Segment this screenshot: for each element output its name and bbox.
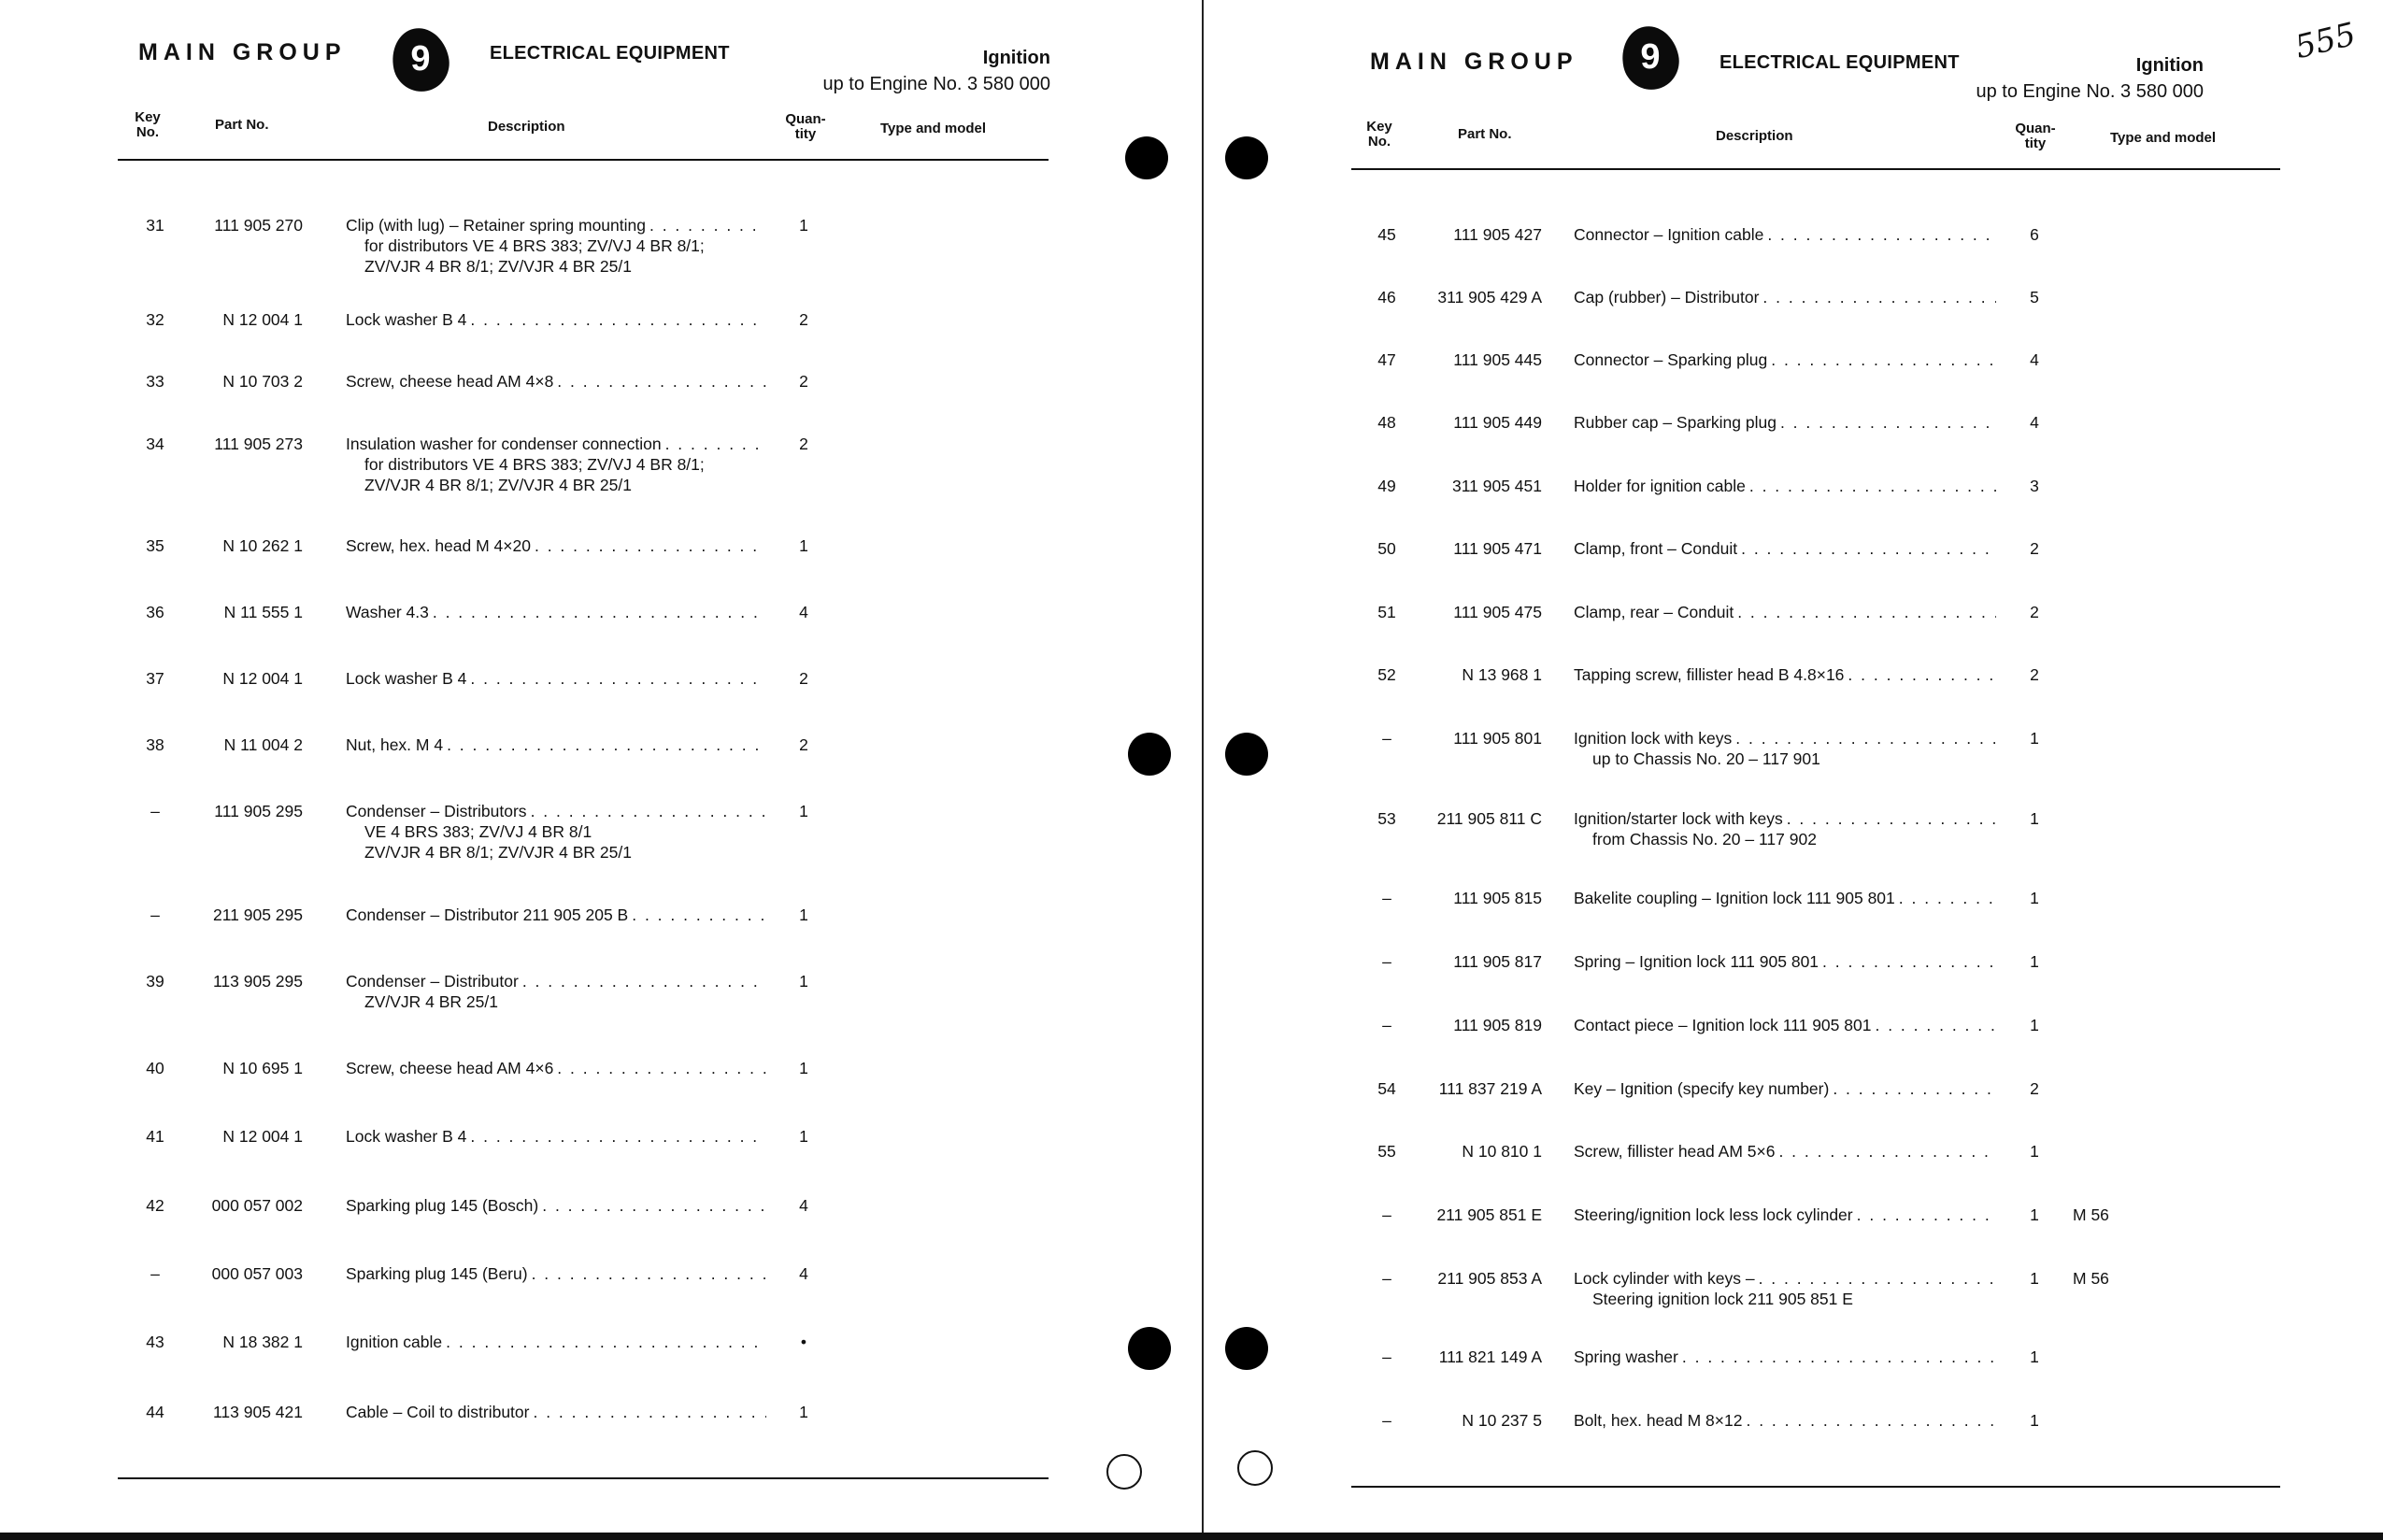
quantity: 1 xyxy=(2030,1016,2039,1034)
description xyxy=(1574,476,1996,496)
key-number: 37 xyxy=(146,669,164,688)
leader-dots xyxy=(628,905,766,925)
col-quantity: Quan-tity xyxy=(785,111,826,142)
leader-dots xyxy=(1844,664,1996,685)
description-text: Spring washer xyxy=(1574,1348,1678,1366)
description-text: Ignition lock with keys xyxy=(1574,729,1733,748)
leader-dots xyxy=(466,668,766,689)
part-number: N 12 004 1 xyxy=(222,310,303,329)
main-group-label: MAIN GROUP xyxy=(1370,49,1578,75)
bottom-edge xyxy=(0,1533,2383,1540)
part-number: 113 905 421 xyxy=(212,1403,303,1421)
key-number: 40 xyxy=(146,1059,164,1077)
description-text: Condenser – Distributors xyxy=(346,802,527,820)
description xyxy=(346,1332,766,1352)
quantity: 1 xyxy=(2030,729,2039,748)
part-number: 111 837 219 A xyxy=(1438,1079,1542,1098)
description xyxy=(346,215,766,277)
quantity: 1 xyxy=(799,536,808,555)
col-key: Key No. xyxy=(135,109,161,140)
punch-hole xyxy=(1128,1327,1171,1370)
leader-dots xyxy=(529,1402,766,1422)
leader-dots xyxy=(1819,951,1996,972)
key-number: 54 xyxy=(1377,1079,1396,1098)
description-text: Bolt, hex. head M 8×12 xyxy=(1574,1411,1743,1430)
key-number: 41 xyxy=(146,1127,164,1146)
section-title: ELECTRICAL EQUIPMENT xyxy=(1719,52,1960,73)
description-text: Lock washer B 4 xyxy=(346,1127,467,1146)
quantity: 1 xyxy=(2030,1269,2039,1288)
quantity: 2 xyxy=(799,310,808,329)
right-page xyxy=(1211,0,2383,1533)
quantity: 1 xyxy=(799,972,808,991)
quantity: 1 xyxy=(799,1059,808,1077)
description-continuation: ZV/VJR 4 BR 25/1 xyxy=(364,992,498,1011)
leader-dots xyxy=(443,734,766,755)
key-number: – xyxy=(150,905,160,924)
part-number: N 18 382 1 xyxy=(222,1333,303,1351)
quantity: 2 xyxy=(2030,539,2039,558)
description xyxy=(1574,888,1996,908)
quantity: 1 xyxy=(2030,1411,2039,1430)
leader-dots xyxy=(1755,1268,1996,1289)
description-text: Condenser – Distributor 211 905 205 B xyxy=(346,905,629,924)
key-number: 31 xyxy=(146,216,164,235)
description-continuation: ZV/VJR 4 BR 8/1; ZV/VJR 4 BR 25/1 xyxy=(364,257,632,276)
part-number: N 11 555 1 xyxy=(223,603,303,621)
quantity: 2 xyxy=(799,669,808,688)
quantity: 2 xyxy=(2030,1079,2039,1098)
description-continuation: ZV/VJR 4 BR 8/1; ZV/VJR 4 BR 25/1 xyxy=(364,476,632,494)
quantity: 2 xyxy=(799,735,808,754)
part-number: N 10 810 1 xyxy=(1462,1142,1542,1161)
description-text: Lock washer B 4 xyxy=(346,310,467,329)
description xyxy=(1574,349,1996,370)
quantity: 2 xyxy=(799,435,808,453)
key-number: – xyxy=(1382,1205,1391,1224)
header-rule xyxy=(118,159,1049,161)
quantity: 3 xyxy=(2030,477,2039,495)
engine-range: up to Engine No. 3 580 000 xyxy=(1976,81,2204,102)
leader-dots xyxy=(538,1195,766,1216)
description-text: Screw, cheese head AM 4×8 xyxy=(346,372,554,391)
description-text: Insulation washer for condenser connection xyxy=(346,435,662,453)
col-part: Part No. xyxy=(1458,126,1512,142)
quantity: 4 xyxy=(799,1264,808,1283)
quantity: 4 xyxy=(2030,350,2039,369)
col-quantity: Quan-tity xyxy=(2015,121,2056,151)
description-continuation: from Chassis No. 20 – 117 902 xyxy=(1592,830,1817,848)
description xyxy=(346,1126,766,1147)
description xyxy=(346,1058,766,1078)
description-continuation: ZV/VJR 4 BR 8/1; ZV/VJR 4 BR 25/1 xyxy=(364,843,632,862)
col-part: Part No. xyxy=(215,117,269,133)
description-text: Sparking plug 145 (Bosch) xyxy=(346,1196,539,1215)
leader-dots xyxy=(1895,888,1996,908)
col-description: Description xyxy=(488,119,565,135)
key-number: 32 xyxy=(146,310,164,329)
quantity: 1 xyxy=(799,802,808,820)
main-group-label: MAIN GROUP xyxy=(138,39,347,65)
description-text: Connector – Sparking plug xyxy=(1574,350,1768,369)
engine-range: up to Engine No. 3 580 000 xyxy=(822,74,1050,94)
part-number: 111 905 273 xyxy=(214,435,303,453)
part-number: 111 905 445 xyxy=(1453,350,1542,369)
description-text: Connector – Ignition cable xyxy=(1574,225,1764,244)
group-number-badge xyxy=(387,23,455,97)
key-number: 47 xyxy=(1377,350,1396,369)
punch-hole xyxy=(1225,1327,1268,1370)
quantity: 1 xyxy=(2030,952,2039,971)
leader-dots xyxy=(1783,808,1996,829)
header-right xyxy=(1976,52,2204,105)
section-title: ELECTRICAL EQUIPMENT xyxy=(490,43,730,64)
quantity: 1 xyxy=(2030,809,2039,828)
part-number: 111 905 815 xyxy=(1453,889,1542,907)
leader-dots xyxy=(1767,349,1996,370)
description-text: Clamp, rear – Conduit xyxy=(1574,603,1734,621)
part-number: N 10 262 1 xyxy=(222,536,303,555)
quantity: 2 xyxy=(2030,665,2039,684)
description-text: Nut, hex. M 4 xyxy=(346,735,444,754)
col-key: Key No. xyxy=(1366,119,1392,150)
punch-hole-ring xyxy=(1237,1450,1273,1486)
type-model: M 56 xyxy=(2073,1269,2109,1288)
quantity: 1 xyxy=(2030,1142,2039,1161)
description xyxy=(1574,728,1996,769)
description xyxy=(1574,538,1996,559)
description-continuation: up to Chassis No. 20 – 117 901 xyxy=(1592,749,1820,768)
part-number: 111 905 270 xyxy=(214,216,303,235)
punch-hole xyxy=(1225,136,1268,179)
description-text: Clamp, front – Conduit xyxy=(1574,539,1738,558)
leader-dots xyxy=(553,1058,766,1078)
part-number: 111 905 817 xyxy=(1453,952,1542,971)
quantity: 1 xyxy=(799,905,808,924)
description xyxy=(1574,1410,1996,1431)
key-number: 51 xyxy=(1377,603,1396,621)
description-text: Screw, hex. head M 4×20 xyxy=(346,536,531,555)
part-number: N 10 703 2 xyxy=(222,372,303,391)
description-text: Holder for ignition cable xyxy=(1574,477,1746,495)
handwritten-page-number: 555 xyxy=(2291,15,2360,67)
description xyxy=(346,905,766,925)
key-number: 35 xyxy=(146,536,164,555)
part-number: 000 057 003 xyxy=(211,1264,303,1283)
leader-dots xyxy=(1732,728,1996,749)
description xyxy=(346,309,766,330)
part-number: N 11 004 2 xyxy=(223,735,303,754)
description-continuation: VE 4 BRS 383; ZV/VJ 4 BR 8/1 xyxy=(364,822,592,841)
description-text: Cable – Coil to distributor xyxy=(346,1403,530,1421)
part-number: 211 905 851 E xyxy=(1436,1205,1542,1224)
description-text: Spring – Ignition lock 111 905 801 xyxy=(1574,952,1819,971)
part-number: N 10 695 1 xyxy=(222,1059,303,1077)
quantity: 4 xyxy=(2030,413,2039,432)
group-number: 9 xyxy=(1640,37,1661,78)
description-text: Key – Ignition (specify key number) xyxy=(1574,1079,1830,1098)
quantity: • xyxy=(800,1333,807,1351)
description xyxy=(1574,224,1996,245)
leader-dots xyxy=(1829,1078,1996,1099)
punch-hole xyxy=(1128,733,1171,776)
quantity: 1 xyxy=(799,1127,808,1146)
leader-dots xyxy=(1775,1141,1996,1162)
quantity: 2 xyxy=(2030,603,2039,621)
description-continuation: for distributors VE 4 BRS 383; ZV/VJ 4 BR 8/1; xyxy=(364,236,705,255)
description-continuation: for distributors VE 4 BRS 383; ZV/VJ 4 BR 8/1; xyxy=(364,455,705,474)
key-number: 50 xyxy=(1377,539,1396,558)
part-number: 211 905 853 A xyxy=(1437,1269,1542,1288)
part-number: 111 905 801 xyxy=(1453,729,1542,748)
key-number: 49 xyxy=(1377,477,1396,495)
description-text: Contact piece – Ignition lock 111 905 801 xyxy=(1574,1016,1872,1034)
description xyxy=(346,668,766,689)
description xyxy=(1574,1347,1996,1367)
description-text: Screw, cheese head AM 4×6 xyxy=(346,1059,554,1077)
key-number: – xyxy=(150,802,160,820)
key-number: 36 xyxy=(146,603,164,621)
description xyxy=(346,1263,766,1284)
description xyxy=(346,371,766,392)
description-text: Steering/ignition lock less lock cylinder xyxy=(1574,1205,1853,1224)
description-text: Clip (with lug) – Retainer spring mounting xyxy=(346,216,646,235)
description xyxy=(346,1195,766,1216)
description-text: Cap (rubber) – Distributor xyxy=(1574,288,1760,307)
quantity: 1 xyxy=(2030,889,2039,907)
leader-dots xyxy=(1853,1205,1996,1225)
description xyxy=(1574,1078,1996,1099)
leader-dots xyxy=(1742,1410,1996,1431)
description-text: Lock washer B 4 xyxy=(346,669,467,688)
punch-hole-ring xyxy=(1106,1454,1142,1490)
description xyxy=(346,434,766,495)
leader-dots xyxy=(662,434,766,454)
key-number: 43 xyxy=(146,1333,164,1351)
leader-dots xyxy=(1763,224,1996,245)
leader-dots xyxy=(528,1263,766,1284)
key-number: 45 xyxy=(1377,225,1396,244)
part-number: 211 905 811 C xyxy=(1436,809,1542,828)
description xyxy=(346,602,766,622)
key-number: – xyxy=(1382,889,1391,907)
leader-dots xyxy=(1871,1015,1996,1035)
description xyxy=(346,535,766,556)
description xyxy=(346,971,766,1012)
leader-dots xyxy=(519,971,766,991)
part-number: N 10 237 5 xyxy=(1462,1411,1542,1430)
key-number: 48 xyxy=(1377,413,1396,432)
leader-dots xyxy=(1678,1347,1996,1367)
leader-dots xyxy=(646,215,766,235)
description xyxy=(1574,951,1996,972)
quantity: 1 xyxy=(799,1403,808,1421)
description xyxy=(346,734,766,755)
description xyxy=(1574,808,1996,849)
description-text: Screw, fillister head AM 5×6 xyxy=(1574,1142,1776,1161)
description-text: Tapping screw, fillister head B 4.8×16 xyxy=(1574,665,1845,684)
quantity: 6 xyxy=(2030,225,2039,244)
key-number: – xyxy=(150,1264,160,1283)
subsection-title: Ignition xyxy=(982,48,1050,68)
description-text: Sparking plug 145 (Beru) xyxy=(346,1264,528,1283)
part-number: N 12 004 1 xyxy=(222,1127,303,1146)
leader-dots xyxy=(531,535,766,556)
part-number: 111 905 475 xyxy=(1453,603,1542,621)
part-number: 211 905 295 xyxy=(212,905,303,924)
col-type: Type and model xyxy=(880,121,987,136)
description xyxy=(346,1402,766,1422)
leader-dots xyxy=(527,801,766,821)
key-number: – xyxy=(1382,1411,1391,1430)
part-number: 111 905 295 xyxy=(214,802,303,820)
description-text: Ignition/starter lock with keys xyxy=(1574,809,1783,828)
key-number: 46 xyxy=(1377,288,1396,307)
leader-dots xyxy=(1777,412,1996,433)
key-number: 38 xyxy=(146,735,164,754)
key-number: – xyxy=(1382,1269,1391,1288)
leader-dots xyxy=(1734,602,1996,622)
description xyxy=(1574,1015,1996,1035)
key-number: – xyxy=(1382,952,1391,971)
quantity: 4 xyxy=(799,603,808,621)
key-number: 34 xyxy=(146,435,164,453)
key-number: – xyxy=(1382,1348,1391,1366)
leader-dots xyxy=(1746,476,1996,496)
part-number: 111 905 449 xyxy=(1453,413,1542,432)
key-number: 42 xyxy=(146,1196,164,1215)
part-number: N 12 004 1 xyxy=(222,669,303,688)
key-number: – xyxy=(1382,729,1391,748)
type-model: M 56 xyxy=(2073,1205,2109,1224)
description-text: Condenser – Distributor xyxy=(346,972,519,991)
punch-hole xyxy=(1125,136,1168,179)
leader-dots xyxy=(466,1126,766,1147)
leader-dots xyxy=(1737,538,1996,559)
part-number: 000 057 002 xyxy=(211,1196,303,1215)
header-right xyxy=(822,45,1050,97)
quantity: 5 xyxy=(2030,288,2039,307)
header-rule xyxy=(1351,168,2280,170)
description-text: Lock cylinder with keys – xyxy=(1574,1269,1755,1288)
col-type: Type and model xyxy=(2110,130,2217,146)
description xyxy=(1574,664,1996,685)
key-number: 55 xyxy=(1377,1142,1396,1161)
key-number: 53 xyxy=(1377,809,1396,828)
description xyxy=(1574,1268,1996,1309)
key-number: – xyxy=(1382,1016,1391,1034)
description-text: Washer 4.3 xyxy=(346,603,429,621)
part-number: 111 905 819 xyxy=(1453,1016,1542,1034)
quantity: 1 xyxy=(2030,1348,2039,1366)
leader-dots xyxy=(553,371,766,392)
part-number: 111 821 149 A xyxy=(1438,1348,1542,1366)
description xyxy=(1574,287,1996,307)
key-number: 33 xyxy=(146,372,164,391)
part-number: 113 905 295 xyxy=(212,972,303,991)
part-number: 311 905 429 A xyxy=(1437,288,1542,307)
quantity: 4 xyxy=(799,1196,808,1215)
footer-rule xyxy=(1351,1486,2280,1488)
leader-dots xyxy=(429,602,766,622)
description xyxy=(1574,1141,1996,1162)
part-number: 111 905 471 xyxy=(1453,539,1542,558)
description xyxy=(1574,602,1996,622)
group-number: 9 xyxy=(410,39,431,79)
punch-hole xyxy=(1225,733,1268,776)
leader-dots xyxy=(442,1332,766,1352)
description xyxy=(1574,412,1996,433)
subsection-title: Ignition xyxy=(2135,55,2204,76)
key-number: 39 xyxy=(146,972,164,991)
description-text: Bakelite coupling – Ignition lock 111 905 801 xyxy=(1574,889,1895,907)
key-number: 44 xyxy=(146,1403,164,1421)
quantity: 1 xyxy=(799,216,808,235)
footer-rule xyxy=(118,1477,1049,1479)
key-number: 52 xyxy=(1377,665,1396,684)
quantity: 2 xyxy=(799,372,808,391)
part-number: 111 905 427 xyxy=(1453,225,1542,244)
description xyxy=(346,801,766,863)
part-number: N 13 968 1 xyxy=(1462,665,1542,684)
leader-dots xyxy=(466,309,766,330)
leader-dots xyxy=(1759,287,1996,307)
description-text: Ignition cable xyxy=(346,1333,443,1351)
quantity: 1 xyxy=(2030,1205,2039,1224)
description xyxy=(1574,1205,1996,1225)
description-text: Rubber cap – Sparking plug xyxy=(1574,413,1777,432)
group-number-badge xyxy=(1617,21,1685,95)
description-continuation: Steering ignition lock 211 905 851 E xyxy=(1592,1290,1853,1308)
part-number: 311 905 451 xyxy=(1451,477,1542,495)
col-description: Description xyxy=(1716,128,1793,144)
